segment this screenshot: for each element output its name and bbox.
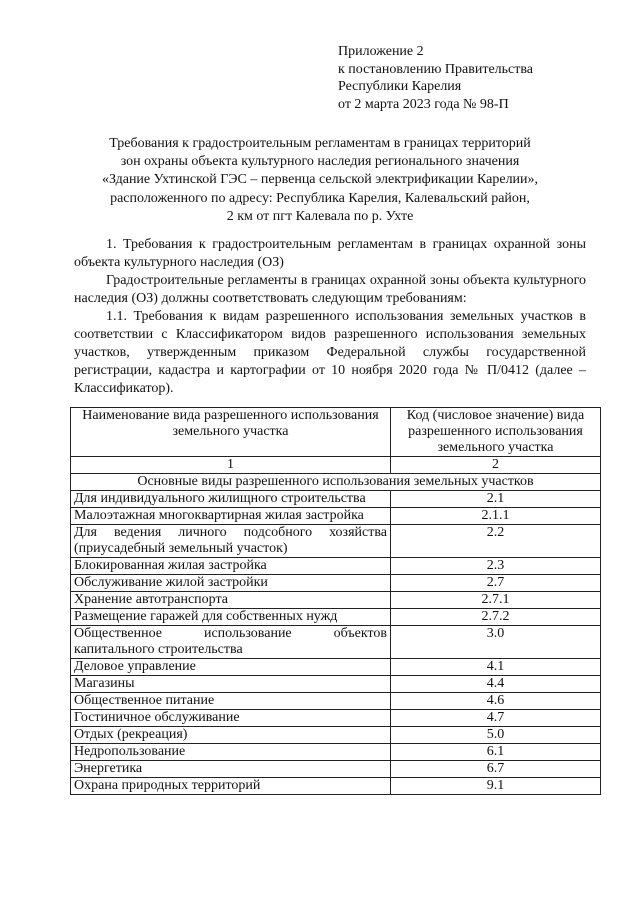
row-code-cell: 4.1 (391, 659, 601, 676)
appendix-line: к постановлению Правительства (338, 61, 534, 77)
row-name-cell: Малоэтажная многоквартирная жилая застройка (71, 508, 391, 525)
row-name-cell: Общественное питание (71, 693, 391, 710)
row-code-cell: 5.0 (391, 727, 601, 744)
table-row (71, 693, 601, 710)
appendix-line: Приложение 2 (338, 44, 424, 59)
row-code-cell: 2.7.1 (391, 592, 601, 609)
title-line: расположенного по адресу: Республика Карелия, Калевальский район, (110, 190, 530, 206)
paragraph-1: 1. Требования к градостроительным регламентам в границах охранной зоны объекта культурного наследия (ОЗ) (74, 237, 586, 270)
header-code-cell: Код (числовое значение) вида разрешенного использования земельного участка (391, 408, 601, 457)
header-name-cell: Наименование вида разрешенного использования земельного участка (71, 408, 391, 457)
row-code-cell: 6.1 (391, 744, 601, 761)
row-code-cell: 2.7 (391, 575, 601, 592)
section-title-cell: Основные виды разрешенного использования земельных участков (71, 474, 601, 491)
row-code-cell: 2.3 (391, 558, 601, 575)
appendix-line: Республики Карелия (338, 79, 462, 94)
land-use-table (70, 407, 601, 795)
table-row (71, 778, 601, 795)
row-code-cell: 3.0 (391, 626, 601, 659)
row-code-cell: 4.6 (391, 693, 601, 710)
row-name-cell: Для ведения личного подсобного хозяйства (приусадебный земельный участок) (71, 525, 391, 558)
table-row (71, 609, 601, 626)
table-row (71, 558, 601, 575)
table-row (71, 710, 601, 727)
document-body (74, 236, 586, 398)
paragraph-2: Градостроительные регламенты в границах охранной зоны объекта культурного наследия (ОЗ) должны соответствовать следующим требованиям: (74, 273, 586, 306)
title-line: «Здание Ухтинской ГЭС – первенца сельской электрификации Карелии», (101, 172, 539, 188)
row-name-cell: Размещение гаражей для собственных нужд (71, 609, 391, 626)
row-name-cell: Энергетика (71, 761, 391, 778)
table-row (71, 508, 601, 525)
row-name-cell: Обслуживание жилой застройки (71, 575, 391, 592)
table-row (71, 525, 601, 558)
row-name-cell: Блокированная жилая застройка (71, 558, 391, 575)
table-row (71, 575, 601, 592)
document-title (60, 135, 580, 226)
row-name-cell: Магазины (71, 676, 391, 693)
table-row (71, 626, 601, 659)
column-number-row (71, 457, 601, 474)
row-name-cell: Деловое управление (71, 659, 391, 676)
row-name-cell: Гостиничное обслуживание (71, 710, 391, 727)
table-row (71, 659, 601, 676)
row-code-cell: 6.7 (391, 761, 601, 778)
section-row (71, 474, 601, 491)
row-name-cell: Отдых (рекреация) (71, 727, 391, 744)
table-header-row (71, 408, 601, 457)
row-code-cell: 2.2 (391, 525, 601, 558)
table-row (71, 761, 601, 778)
table-row (71, 491, 601, 508)
row-code-cell: 2.7.2 (391, 609, 601, 626)
table-row (71, 676, 601, 693)
column-number-2: 2 (391, 457, 601, 474)
row-code-cell: 2.1.1 (391, 508, 601, 525)
row-name-cell: Недропользование (71, 744, 391, 761)
appendix-line: от 2 марта 2023 года № 98-П (338, 96, 509, 112)
table-row (71, 592, 601, 609)
title-line: зон охраны объекта культурного наследия регионального значения (120, 154, 520, 170)
title-line: Требования к градостроительным регламентам в границах территорий (109, 136, 531, 151)
row-code-cell: 4.4 (391, 676, 601, 693)
title-line: 2 км от пгт Калевала по р. Ухте (226, 208, 414, 224)
row-name-cell: Охрана природных территорий (71, 778, 391, 795)
row-name-cell: Хранение автотранспорта (71, 592, 391, 609)
row-code-cell: 4.7 (391, 710, 601, 727)
paragraph-3: 1.1. Требования к видам разрешенного использования земельных участков в соответствии с Классификатором видов разрешенного использования земельных участков, утвержденным приказом Федеральной службы государственной регистрации, кадастра и картографии от 10 ноября 2020 года № П/0412 (далее – Классификатор). (74, 309, 586, 396)
row-code-cell: 2.1 (391, 491, 601, 508)
column-number-1: 1 (71, 457, 391, 474)
row-name-cell: Общественное использование объектов капитального строительства (71, 626, 391, 659)
table-row (71, 727, 601, 744)
row-name-cell: Для индивидуального жилищного строительства (71, 491, 391, 508)
row-code-cell: 9.1 (391, 778, 601, 795)
table-row (71, 744, 601, 761)
appendix-block (338, 43, 628, 113)
